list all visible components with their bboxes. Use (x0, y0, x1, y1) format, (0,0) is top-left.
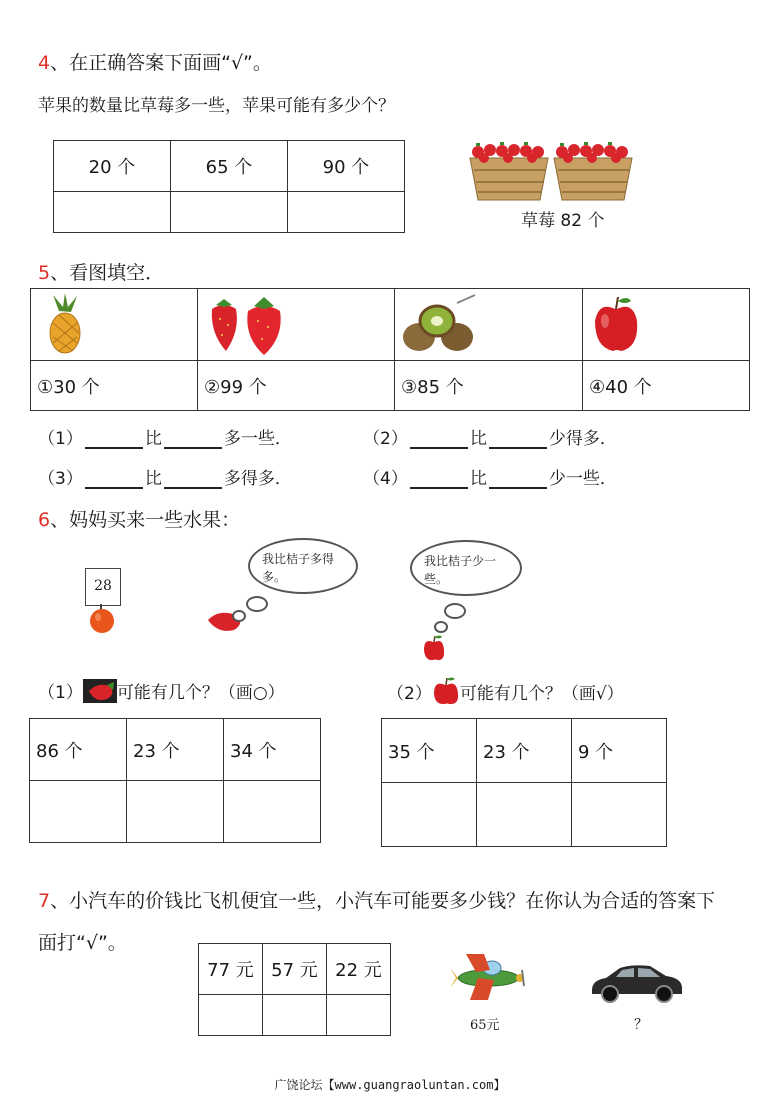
q6-sub2-text: 可能有几个？（画√） (459, 683, 624, 704)
q6-apple-icon (422, 634, 446, 662)
q7-answer-cell-3[interactable] (327, 995, 391, 1036)
q6-sub2-answer-2[interactable] (477, 783, 572, 847)
q7-title-line1: 、小汽车的价钱比飞机便宜一些，小汽车可能要多少钱？在你认为合适的答案下 (50, 890, 716, 912)
bubble1-tail-large (246, 596, 268, 612)
q6-sub2-option-1: 35 个 (382, 719, 477, 783)
q5-heading (38, 258, 164, 285)
q6-sub2-answer-3[interactable] (572, 783, 667, 847)
q6-sub2-index: （2） (387, 683, 432, 704)
q5-blank-3b[interactable] (164, 471, 222, 489)
apple-icon (589, 293, 645, 357)
q6-sub1-answer-1[interactable] (30, 781, 127, 843)
q5-line-1-index: （1） (38, 429, 83, 449)
q5-line-4-bi: 比 (469, 469, 487, 489)
q5-apple-count: ④40 个 (583, 361, 750, 411)
q7-option-1: 77 元 (199, 944, 263, 995)
footer-watermark: 广饶论坛【www.guangraoluntan.com】 (274, 1078, 506, 1092)
q7-option-2: 57 元 (263, 944, 327, 995)
q4-answer-cell-3[interactable] (288, 192, 405, 233)
q5-blank-1a[interactable] (85, 431, 143, 449)
bubble2-tail-large (444, 603, 466, 619)
q6-sub2-table (381, 718, 667, 847)
strawberry-icon (204, 293, 294, 357)
q6-sub1-table (29, 718, 321, 843)
q4-number: 4 (38, 52, 51, 74)
q7-option-3: 22 元 (327, 944, 391, 995)
q5-line-3-index: （3） (38, 469, 83, 489)
q4-answer-table (53, 140, 405, 233)
q6-sub1-line (38, 678, 285, 703)
q5-strawberry-count: ②99 个 (198, 361, 395, 411)
q6-number: 6 (38, 509, 51, 531)
car-price: ？ (634, 1017, 648, 1033)
bubble1-tail-small (232, 610, 246, 622)
q5-line-1-end: 多一些． (223, 429, 292, 449)
q5-line-4 (363, 464, 617, 489)
q5-blank-2b[interactable] (489, 431, 547, 449)
q5-line-3-bi: 比 (144, 469, 162, 489)
q5-line-3-end: 多得多． (223, 469, 292, 489)
q5-blank-2a[interactable] (410, 431, 468, 449)
strawberry-count-caption: 草莓 82 个 (521, 211, 605, 231)
q5-line-2-bi: 比 (469, 429, 487, 449)
q5-apple-cell (583, 289, 750, 361)
q7-answer-cell-2[interactable] (263, 995, 327, 1036)
pineapple-icon (39, 293, 89, 357)
q6-sub1-option-3: 34 个 (224, 719, 321, 781)
q5-line-4-end: 少一些． (548, 469, 617, 489)
q5-line-2-end: 少得多． (548, 429, 617, 449)
orange-icon (86, 604, 118, 634)
q4-answer-cell-1[interactable] (54, 192, 171, 233)
q5-number: 5 (38, 262, 51, 284)
orange-count-box: 28 (85, 568, 121, 606)
q4-title: 、在正确答案下面画“√”。 (50, 52, 272, 74)
q4-option-1: 20 个 (54, 141, 171, 192)
q4-heading (38, 48, 272, 75)
q5-pineapple-cell (31, 289, 198, 361)
q5-blank-3a[interactable] (85, 471, 143, 489)
q5-title: 、看图填空． (50, 262, 165, 284)
q5-line-2 (363, 424, 617, 449)
q5-line-3 (38, 464, 292, 489)
q5-fruit-table (30, 288, 750, 411)
q5-line-1-bi: 比 (144, 429, 162, 449)
q5-line-1 (38, 424, 292, 449)
bubble2-tail-small (434, 621, 448, 633)
q5-blank-1b[interactable] (164, 431, 222, 449)
q6-sub1-text: 可能有几个？（画○） (116, 683, 285, 703)
q7-title-line2: 面打“√”。 (38, 932, 127, 954)
q4-answer-cell-2[interactable] (171, 192, 288, 233)
q5-strawberry-cell (198, 289, 395, 361)
q6-sub2-line (387, 676, 624, 706)
q4-question: 苹果的数量比草莓多一些，苹果可能有多少个？ (38, 96, 395, 116)
basket-left (470, 142, 548, 200)
kiwi-icon (401, 293, 477, 357)
q6-sub1-option-2: 23 个 (127, 719, 224, 781)
q6-sub1-answer-3[interactable] (224, 781, 321, 843)
q6-sub1-index: （1） (38, 683, 83, 703)
q5-line-4-index: （4） (363, 469, 408, 489)
airplane-price: 65元 (470, 1018, 500, 1033)
q5-blank-4b[interactable] (489, 471, 547, 489)
q6-sub2-answer-1[interactable] (382, 783, 477, 847)
toy-airplane-icon (448, 948, 528, 1006)
q6-heading (38, 505, 240, 532)
q7-answer-cell-1[interactable] (199, 995, 263, 1036)
q6-title: 、妈妈买来一些水果： (50, 509, 241, 531)
q6-sub1-answer-2[interactable] (127, 781, 224, 843)
car-icon (588, 960, 686, 1004)
strawberry-icon-inline (83, 679, 117, 703)
q4-option-3: 90 个 (288, 141, 405, 192)
q5-blank-4a[interactable] (410, 471, 468, 489)
q5-line-2-index: （2） (363, 429, 408, 449)
basket-right (554, 142, 632, 200)
q7-heading (38, 886, 715, 913)
q6-sub2-option-3: 9 个 (572, 719, 667, 783)
q5-pineapple-count: ①30 个 (31, 361, 198, 411)
q7-number: 7 (38, 890, 51, 912)
q5-kiwi-cell (395, 289, 583, 361)
apple-icon-inline (432, 676, 460, 706)
q7-answer-table (198, 943, 391, 1036)
q5-kiwi-count: ③85 个 (395, 361, 583, 411)
q6-sub1-option-1: 86 个 (30, 719, 127, 781)
strawberry-baskets-image (466, 136, 636, 204)
q6-sub2-option-2: 23 个 (477, 719, 572, 783)
strawberry-thought-bubble: 我比桔子多得多。 (248, 538, 358, 594)
q4-option-2: 65 个 (171, 141, 288, 192)
apple-thought-bubble: 我比桔子少一些。 (410, 540, 522, 596)
